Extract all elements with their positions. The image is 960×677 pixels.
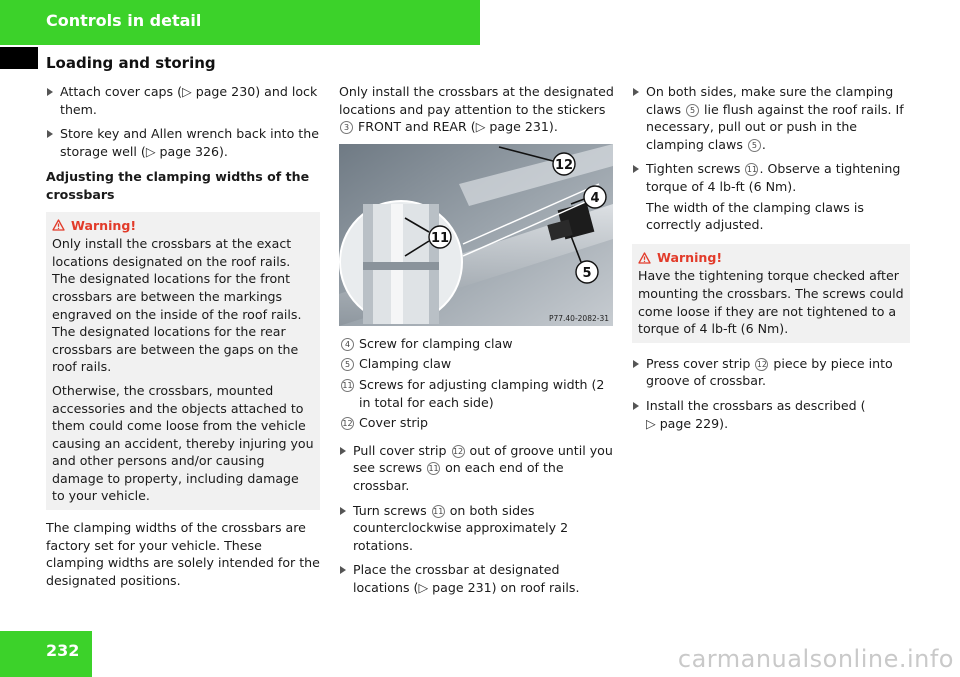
legend-list bbox=[339, 335, 615, 432]
svg-text:12: 12 bbox=[554, 157, 574, 173]
step-check-claws: On both sides, make sure the clamping claws 5 lie flush against the roof rails. If necessary, pull out or push in the clamping claws 5 . bbox=[632, 83, 910, 153]
column-right bbox=[632, 83, 910, 439]
intro-paragraph: Only install the crossbars at the designated locations and pay attention to the stickers 3 FRONT and REAR (▷ page 231). bbox=[339, 84, 614, 135]
page-ref-icon: ▷ bbox=[646, 415, 656, 431]
subsection-marker bbox=[0, 47, 38, 69]
page-ref-icon: ▷ bbox=[145, 143, 156, 159]
warning-text: Have the tightening torque checked after mounting the crossbars. The screws could come loose if they are not tightened to a torque of 4 lb-ft (6 Nm). bbox=[638, 268, 904, 337]
watermark: carmanualsonline.info bbox=[677, 645, 954, 673]
step-attach-cover-caps: Attach cover caps (▷ page 230) and lock them. bbox=[46, 83, 320, 118]
step-press-cover-strip: Press cover strip 12 piece by piece into groove of crossbar. bbox=[632, 355, 910, 390]
legend-item: 11 Screws for adjusting clamping width (2 in total for each side) bbox=[342, 376, 605, 410]
step-pull-cover-strip: Pull cover strip 12 out of groove until you see screws 11 on each end of the crossbar. bbox=[339, 442, 615, 495]
callout-12 bbox=[553, 153, 575, 175]
warning-text: Only install the crossbars at the exact locations designated on the roof rails. The designated locations for the front crossbars are between the markings engraved on the inside of the roof rails. The designated locations for the rear crossbars are between the gaps on the roof rails. bbox=[52, 236, 302, 375]
step-store-key: Store key and Allen wrench back into the storage well (▷ page 326). bbox=[46, 125, 320, 160]
step-tighten-screws: Tighten screws 11 . Observe a tightening torque of 4 lb-ft (6 Nm). bbox=[632, 160, 910, 195]
legend-item: 12 Cover strip bbox=[342, 415, 429, 431]
svg-text:5: 5 bbox=[582, 265, 592, 281]
warning-triangle-icon bbox=[638, 252, 651, 264]
warning-title: Warning! bbox=[52, 217, 314, 235]
page-ref-icon: ▷ bbox=[418, 579, 429, 595]
warning-text: Otherwise, the crossbars, mounted accessories and the objects attached to them could come loose from the vehicle causing an accident, thereby injuring you and other persons and/or causing damage to property, including damage to your vehicle. bbox=[52, 382, 314, 504]
step-note: The width of the clamping claws is correctly adjusted. bbox=[646, 199, 864, 233]
section-heading: Adjusting the clamping widths of the crossbars bbox=[46, 169, 310, 202]
legend-item: 5 Clamping claw bbox=[339, 355, 615, 373]
crossbar-photo bbox=[339, 144, 613, 326]
step-turn-screws: Turn screws 11 on both sides counterclockwise approximately 2 rotations. bbox=[339, 502, 615, 555]
step-place-crossbar: Place the crossbar at designated locations (▷ page 231) on roof rails. bbox=[339, 561, 615, 596]
warning-box bbox=[46, 212, 320, 511]
photo-code: P77.40-2082-31 bbox=[548, 313, 609, 323]
callout-number: 3 bbox=[340, 121, 353, 134]
callout-4 bbox=[584, 186, 606, 208]
step-install-crossbars: Install the crossbars as described ( ▷ page 229). bbox=[632, 397, 910, 432]
section-title: Controls in detail bbox=[46, 11, 202, 30]
body-paragraph: The clamping widths of the crossbars are factory set for your vehicle. These clamping widths are solely intended for the designated positions. bbox=[46, 520, 320, 588]
callout-11 bbox=[429, 226, 451, 248]
svg-text:4: 4 bbox=[590, 190, 600, 206]
warning-triangle-icon bbox=[52, 219, 65, 231]
legend-item: 4 Screw for clamping claw bbox=[339, 335, 615, 353]
svg-text:11: 11 bbox=[430, 230, 450, 246]
subsection-title: Loading and storing bbox=[46, 54, 216, 72]
warning-box bbox=[632, 244, 910, 343]
column-left bbox=[46, 83, 320, 596]
column-middle bbox=[339, 83, 615, 604]
page-ref-icon: ▷ bbox=[475, 119, 486, 135]
page-number: 232 bbox=[46, 641, 80, 660]
callout-5 bbox=[576, 261, 598, 283]
page-ref-icon: ▷ bbox=[182, 84, 192, 99]
warning-title: Warning! bbox=[638, 249, 904, 267]
